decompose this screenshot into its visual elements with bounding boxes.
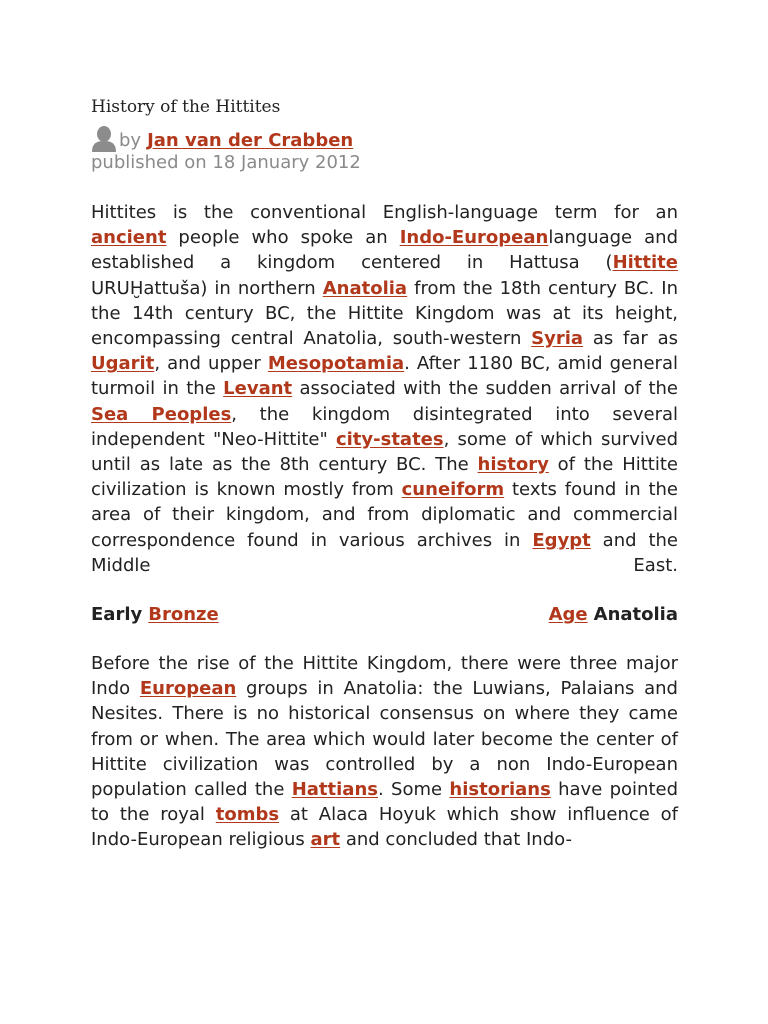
ugarit-link[interactable]: Ugarit (91, 353, 155, 375)
ancient-link[interactable]: ancient (91, 227, 167, 249)
paragraph-intro (91, 200, 678, 578)
age-link[interactable]: Age (548, 604, 588, 626)
paragraph-text: . Some (377, 779, 450, 801)
paragraph-text: Hittites is the conventional English-language term for an (91, 202, 678, 223)
byline-prefix: by (119, 130, 142, 151)
paragraph-text: , the kingdom disintegrated into several independent "Neo-Hittite" (91, 403, 678, 450)
paragraph-text: groups in Anatolia: the Luwians, Palaians and Nesites. There is no historical consensus on where they came from or when. The area which would later become the center of Hittite civilization was controlled by a non Indo-European population called the (91, 678, 678, 801)
byline (91, 124, 678, 152)
egypt-link[interactable]: Egypt (532, 529, 591, 551)
european-link[interactable]: European (139, 678, 237, 700)
heading-text-early: Early (91, 604, 143, 626)
paragraph-text: Before the rise of the Hittite Kingdom, there were three major Indo (91, 653, 678, 700)
paragraph-text: as far as (583, 328, 678, 350)
section-heading (91, 602, 678, 627)
paragraph-text: from the 18th century BC. In the 14th century BC, the Hittite Kingdom was at its height, encompassing central Anatolia, south-western (91, 277, 678, 350)
published-date: published on 18 January 2012 (91, 152, 361, 173)
anatolia-link[interactable]: Anatolia (322, 277, 408, 299)
paragraph-text: . After 1180 BC, amid general turmoil in the (91, 353, 678, 400)
author-link[interactable]: Jan van der Crabben (147, 130, 354, 151)
heading-text-anatolia: Anatolia (593, 604, 678, 626)
paragraph-text: and the Middle East. (91, 529, 678, 576)
cuneiform-link[interactable]: cuneiform (401, 479, 505, 501)
page-title: History of the Hittites (91, 97, 281, 117)
paragraph-text: at Alaca Hoyuk which show influence of Indo-European religious (91, 804, 678, 851)
paragraph-text: of the Hittite civilization is known mostly from (91, 454, 678, 501)
paragraph-text: associated with the sudden arrival of the (292, 378, 678, 400)
history-link[interactable]: history (477, 454, 549, 476)
paragraph-text: language and established a kingdom centered in Hattusa ( (91, 227, 678, 274)
paragraph-text: URUḪattuša) in northern (91, 277, 323, 299)
historians-link[interactable]: historians (449, 779, 551, 801)
paragraph-text: , some of which survived until as late as the 8th century BC. The (91, 428, 679, 476)
hattians-link[interactable]: Hattians (291, 779, 378, 801)
art-link[interactable]: art (310, 829, 341, 851)
heading-link-group (148, 602, 587, 627)
paragraph-text: and concluded that Indo- (340, 829, 572, 851)
levant-link[interactable]: Levant (223, 378, 293, 400)
city-states-link[interactable]: city-states (335, 428, 444, 450)
paragraph-text: texts found in the area of their kingdom, and from diplomatic and commercial correspondence found in various archives in (91, 479, 678, 551)
bronze-link[interactable]: Bronze (148, 604, 219, 626)
paragraph-text: have pointed to the royal (91, 779, 679, 826)
article (91, 96, 678, 853)
paragraph-early-bronze-age (91, 651, 678, 853)
paragraph-text: , and upper (154, 353, 268, 375)
paragraph-text: people who spoke an (166, 227, 400, 249)
sea-peoples-link[interactable]: Sea Peoples (91, 403, 232, 425)
indo-european-link[interactable]: Indo-European (399, 227, 549, 249)
syria-link[interactable]: Syria (531, 328, 584, 350)
hittite-link[interactable]: Hittite (612, 252, 678, 274)
tombs-link[interactable]: tombs (215, 804, 280, 826)
mesopotamia-link[interactable]: Mesopotamia (267, 353, 405, 375)
user-silhouette-icon (91, 125, 117, 152)
